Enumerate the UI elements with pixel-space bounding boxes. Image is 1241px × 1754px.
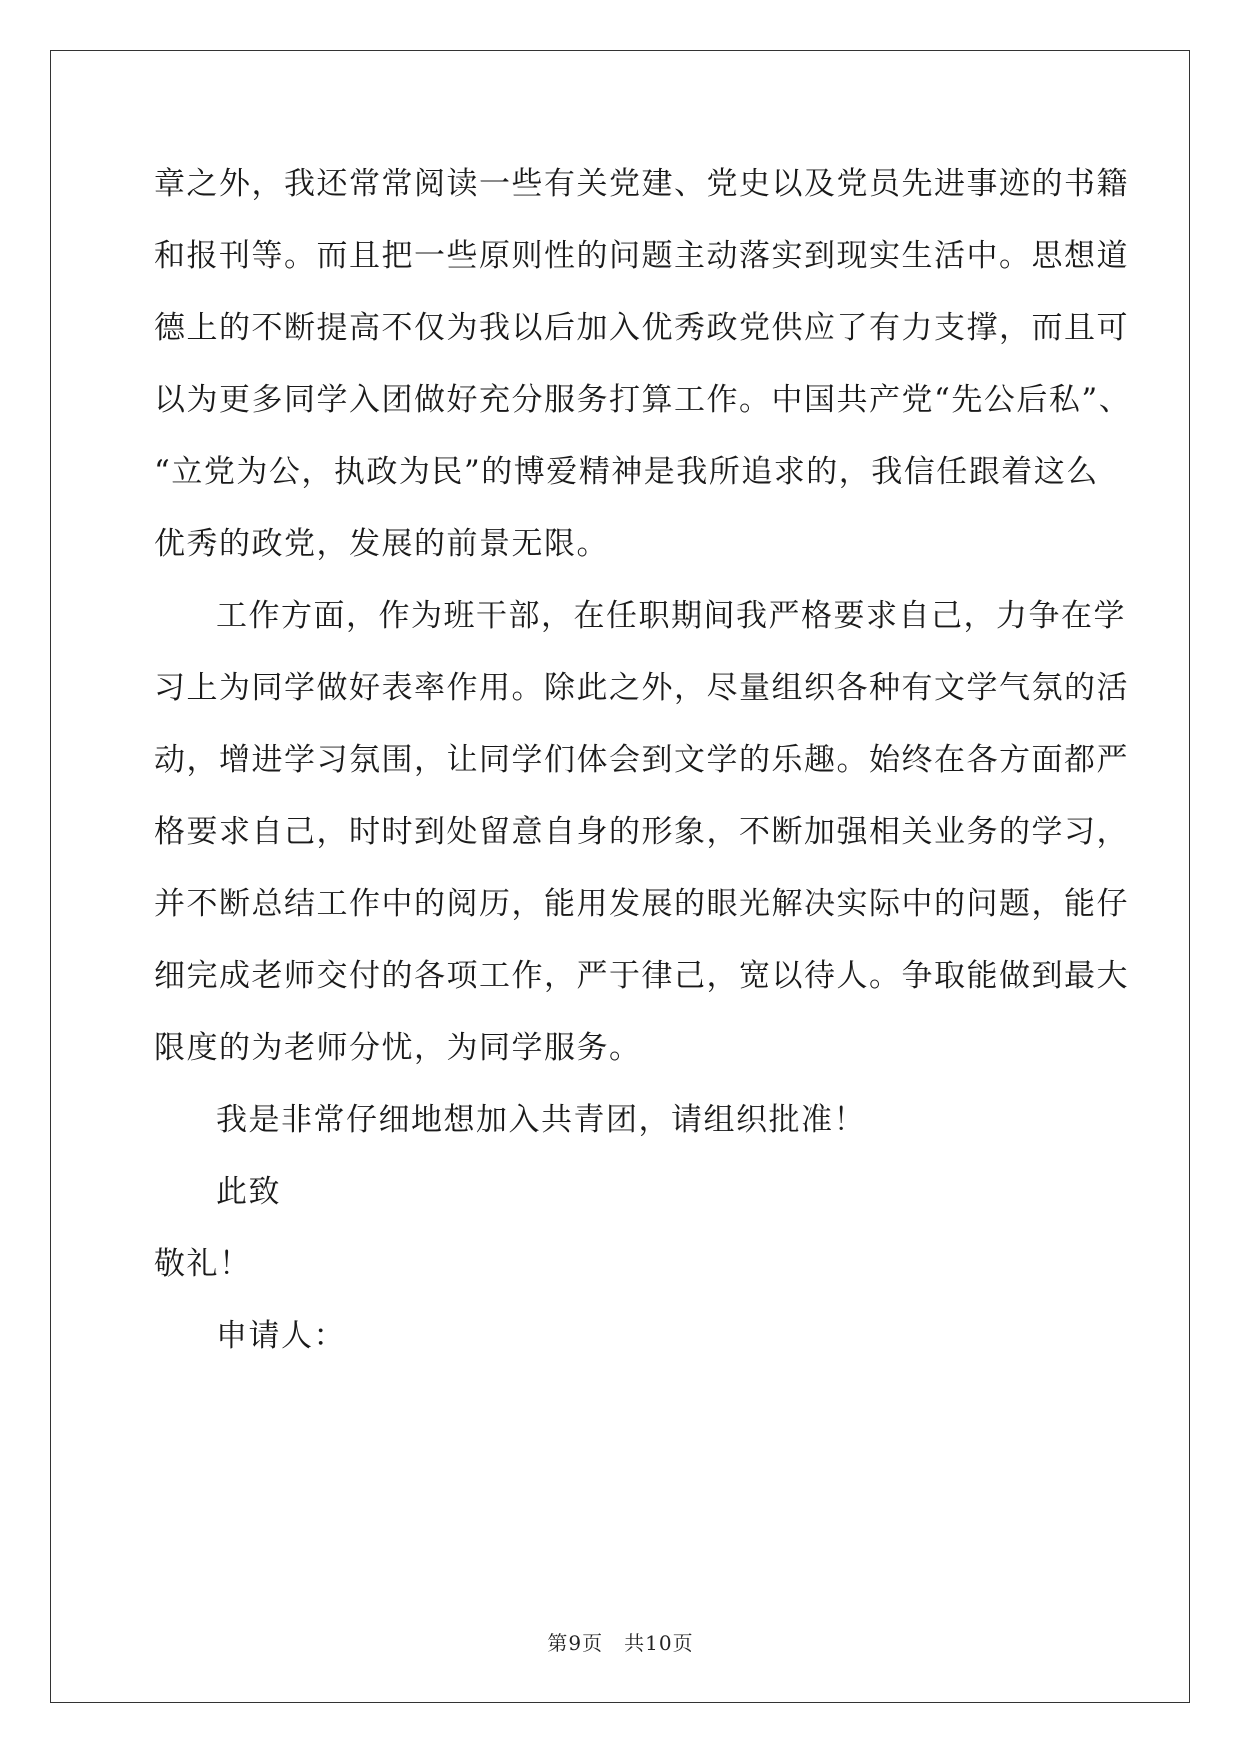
- text-line: 章之外，我还常常阅读一些有关党建、党史以及党员先进事迹的书籍: [154, 166, 1129, 202]
- closing-regards: 敬礼！: [154, 1246, 252, 1282]
- closing-salutation: 此致: [216, 1174, 281, 1210]
- text-line: 动，增进学习氛围，让同学们体会到文学的乐趣。始终在各方面都严: [154, 742, 1129, 778]
- text-line: 细完成老师交付的各项工作，严于律己，宽以待人。争取能做到最大: [154, 958, 1129, 994]
- text-line: 和报刊等。而且把一些原则性的问题主动落实到现实生活中。思想道: [154, 238, 1129, 274]
- page-number-footer: 第9页 共10页: [547, 1631, 694, 1655]
- text-line: “立党为公，执政为民”的博爱精神是我所追求的，我信任跟着这么: [154, 454, 1099, 490]
- paragraph-start-line: 我是非常仔细地想加入共青团，请组织批准！: [216, 1102, 866, 1138]
- text-line: 并不断总结工作中的阅历，能用发展的眼光解决实际中的问题，能仔: [154, 886, 1129, 922]
- applicant-signature-label: 申请人：: [216, 1318, 346, 1354]
- text-line: 限度的为老师分忧，为同学服务。: [154, 1030, 642, 1066]
- paragraph-start-line: 工作方面，作为班干部，在任职期间我严格要求自己，力争在学: [216, 598, 1126, 634]
- page-border: [50, 50, 1190, 1703]
- text-line: 德上的不断提高不仅为我以后加入优秀政党供应了有力支撑，而且可: [154, 310, 1129, 346]
- text-line: 习上为同学做好表率作用。除此之外，尽量组织各种有文学气氛的活: [154, 670, 1129, 706]
- text-line: 优秀的政党，发展的前景无限。: [154, 526, 609, 562]
- text-line: 以为更多同学入团做好充分服务打算工作。中国共产党“先公后私”、: [154, 382, 1132, 418]
- text-line: 格要求自己，时时到处留意自身的形象，不断加强相关业务的学习，: [154, 814, 1129, 850]
